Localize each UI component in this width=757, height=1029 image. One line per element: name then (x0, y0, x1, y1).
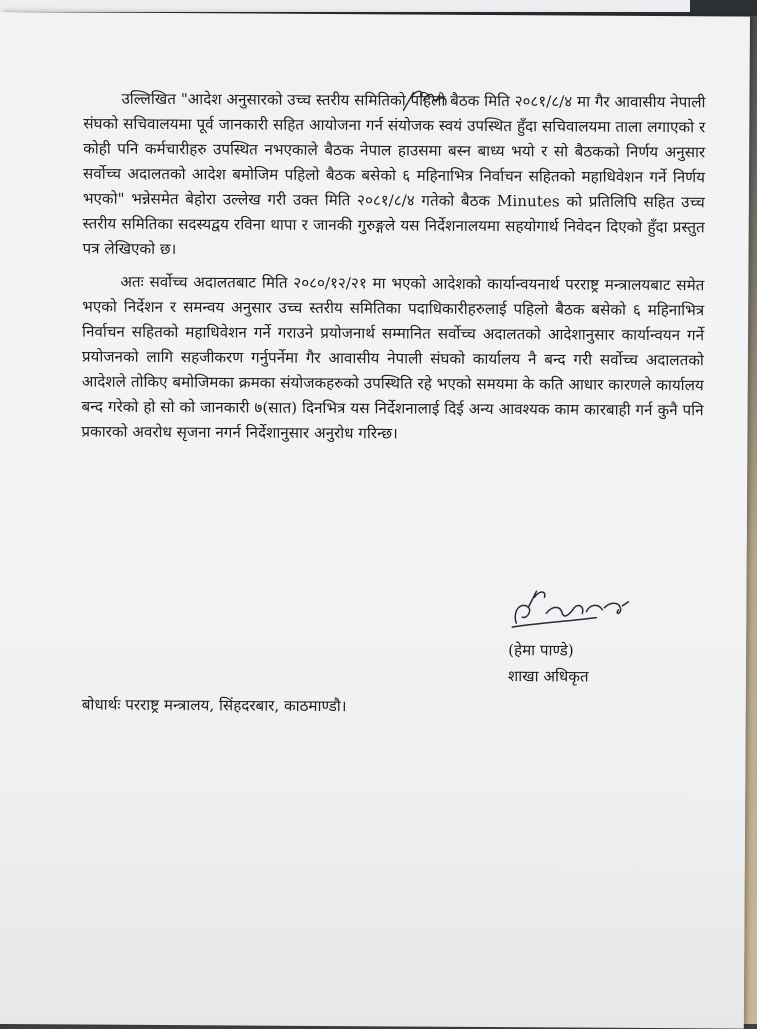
signature-block (506, 583, 657, 690)
cc-recipient: बोधार्थः परराष्ट्र मन्त्रालय, सिंहदरबार, काठमाण्डौ। (81, 695, 347, 716)
letter-page (0, 12, 750, 1029)
paragraph-1: उल्लिखित "आदेश अनुसारको उच्च स्तरीय समितिको पहिलो बैठक मिति २०८१/८/४ मा गैर आवासीय नेपाली संघको सचिवालयमा पूर्व जानकारी सहित आयोजना गर्न संयोजक स्वयं उपस्थित हुँदा सचिवालयमा ताला लगाएको र कोही पनि कर्मचारीहरु उपस्थित नभएकाले बैठक नेपाल हाउसमा बस्न बाध्य भयो र सो बैठकको निर्णय अनुसार सर्वोच्च अदालतको आदेश बमोजिम पहिलो बैठक बसेको ६ महिनाभित्र निर्वाचन सहितको महाधिवेशन गर्ने निर्णय भएको" भन्नेसमेत बेहोरा उल्लेख गरी उक्त मिति २०८१/८/४ गतेको बैठक Minutes को प्रतिलिपि सहित उच्च स्तरीय समितिका सदस्यद्वय रविना थापा र जानकी गुरुङ्गले यस निर्देशनालयमा सहयोगार्थ निवेदन दिएको हुँदा प्रस्तुत पत्र लेखिएको छ। (82, 89, 706, 259)
signer-name: (हेमा पाण्डे) (508, 641, 574, 660)
letter-body (81, 87, 705, 449)
handwritten-signature (506, 583, 636, 638)
underlying-sheet-edge (0, 0, 690, 12)
paragraph-2: अतः सर्वोच्च अदालतबाट मिति २०८०/१२/२१ मा भएको आदेशको कार्यान्वयनार्थ परराष्ट्र मन्त्रालयबाट समेत भएको निर्देशन र समन्वय अनुसार उच्च स्तरीय समितिका पदाधिकारीहरुलाई पहिलो बैठक बसेको ६ महिनाभित्र निर्वाचन सहितको महाधिवेशन गर्ने गराउने प्रयोजनार्थ सम्मानित सर्वोच्च अदालतको आदेशानुसार कार्यान्वयन गर्ने प्रयोजनको लागि सहजीकरण गर्नुपर्नेमा गैर आवासीय नेपाली संघको कार्यालय नै बन्द गरी सर्वोच्च अदालतको आदेशले तोकिए बमोजिमका क्रमका संयोजकहरुको उपस्थिति रहे भएको समयमा के कति आधार कारणले कार्यालय बन्द गरेको हो सो को जानकारी ७(सात) दिनभित्र यस निर्देशनालाई दिई अन्य आवश्यक काम कारबाही गर्न कुनै पनि प्रकारको अवरोध सृजना नगर्न निर्देशानुसार अनुरोध गरिन्छ। (81, 272, 705, 443)
signer-title: शाखा अधिकृत (507, 667, 589, 686)
